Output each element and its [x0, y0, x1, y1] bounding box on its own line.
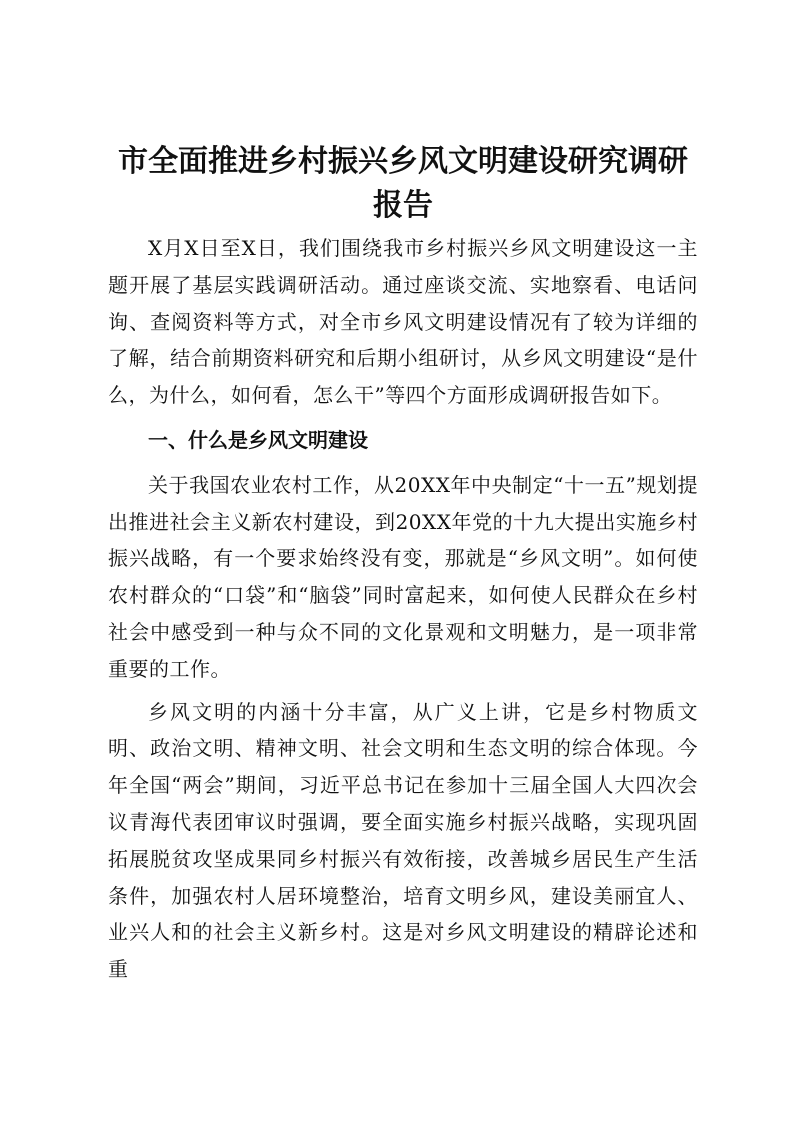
body-paragraph: 关于我国农业农村工作，从20XX年中央制定“十一五”规划提出推进社会主义新农村建设，到20XX年党的十九大提出实施乡村振兴战略，有一个要求始终没有变，那就是“乡风文明”。如何使农村群众的“口袋”和“脑袋”同时富起来，如何使人民群众在乡村社会中感受到一种与众不同的文化景观和文明魅力，是一项非常重要的工作。 — [108, 472, 698, 681]
document-title: 市全面推进乡村振兴乡风文明建设研究调研报告 — [118, 144, 688, 223]
section-heading: 一、什么是乡风文明建设 — [148, 427, 368, 452]
body-paragraph: 乡风文明的内涵十分丰富，从广义上讲，它是乡村物质文明、政治文明、精神文明、社会文明和生态文明的综合体现。今年全国“两会”期间，习近平总书记在参加十三届全国人大四次会议青海代表团审议时强调，要全面实施乡村振兴战略，实现巩固拓展脱贫攻坚成果同乡村振兴有效衔接，改善城乡居民生产生活条件，加强农村人居环境整治，培育文明乡风，建设美丽宜人、业兴人和的社会主义新乡村。这是对乡风文明建设的精辟论述和重 — [108, 699, 698, 982]
intro-paragraph: X月X日至X日，我们围绕我市乡村振兴乡风文明建设这一主题开展了基层实践调研活动。通过座谈交流、实地察看、电话问询、查阅资料等方式，对全市乡风文明建设情况有了较为详细的了解，结合前期资料研究和后期小组研讨，从乡风文明建设“是什么，为什么，如何看，怎么干”等四个方面形成调研报告如下。 — [108, 236, 698, 408]
document-page — [108, 140, 698, 988]
